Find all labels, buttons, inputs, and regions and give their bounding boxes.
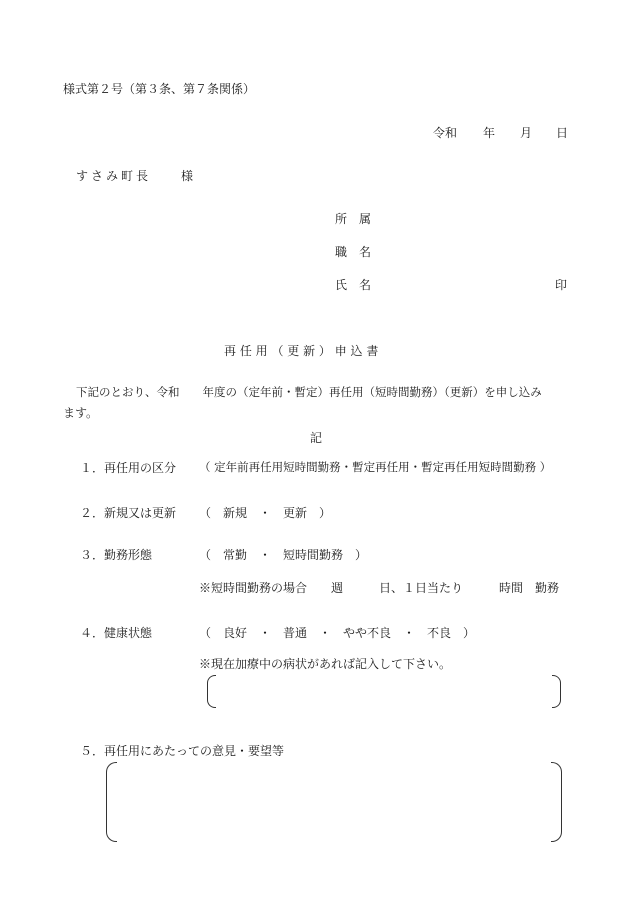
item-1-options: （ 定年前再任用短時間勤務・暫定再任用・暫定再任用短時間勤務 ） bbox=[199, 460, 552, 474]
date-year: 年 bbox=[483, 126, 496, 140]
seal-mark: 印 bbox=[555, 278, 568, 292]
bracket-left bbox=[106, 762, 117, 842]
item-2-options: （ 新規 ・ 更新 ） bbox=[199, 506, 332, 520]
item-5-label: ５．再任用にあたっての意見・要望等 bbox=[80, 744, 285, 758]
item-4-note: ※現在加療中の病状があれば記入して下さい。 bbox=[199, 657, 452, 671]
position-label: 職 名 bbox=[335, 245, 372, 259]
health-condition-field[interactable] bbox=[207, 675, 561, 708]
item-1-label: １．再任用の区分 bbox=[80, 461, 177, 475]
date-era: 令和 bbox=[433, 126, 458, 140]
item-3-options: （ 常勤 ・ 短時間勤務 ） bbox=[199, 548, 368, 562]
intro-line-2: ます。 bbox=[63, 406, 99, 420]
intro-line-1: 下記のとおり、令和 年度の（定年前・暫定）再任用（短時間勤務）（更新）を申し込み bbox=[76, 385, 542, 399]
affiliation-label: 所 属 bbox=[335, 212, 372, 226]
item-3-label: ３．勤務形態 bbox=[80, 548, 153, 562]
opinion-field[interactable] bbox=[106, 762, 562, 842]
item-4-options: （ 良好 ・ 普通 ・ やや不良 ・ 不良 ） bbox=[199, 626, 476, 640]
bracket-left bbox=[207, 675, 216, 708]
bracket-right bbox=[551, 762, 562, 842]
date-day: 日 bbox=[556, 126, 569, 140]
ki-heading: 記 bbox=[310, 431, 323, 445]
addressee: すさみ町長 様 bbox=[76, 169, 197, 183]
form-number: 様式第２号（第３条、第７条関係） bbox=[63, 82, 256, 96]
date-month: 月 bbox=[520, 126, 533, 140]
item-4-label: ４．健康状態 bbox=[80, 626, 153, 640]
name-label: 氏 名 bbox=[335, 278, 372, 292]
item-2-label: ２．新規又は更新 bbox=[80, 506, 177, 520]
document-title: 再 任 用 （ 更 新 ） 申 込 書 bbox=[224, 344, 379, 358]
bracket-right bbox=[552, 675, 561, 708]
item-3-note: ※短時間勤務の場合 週 日、１日当たり 時間 勤務 bbox=[199, 581, 560, 595]
